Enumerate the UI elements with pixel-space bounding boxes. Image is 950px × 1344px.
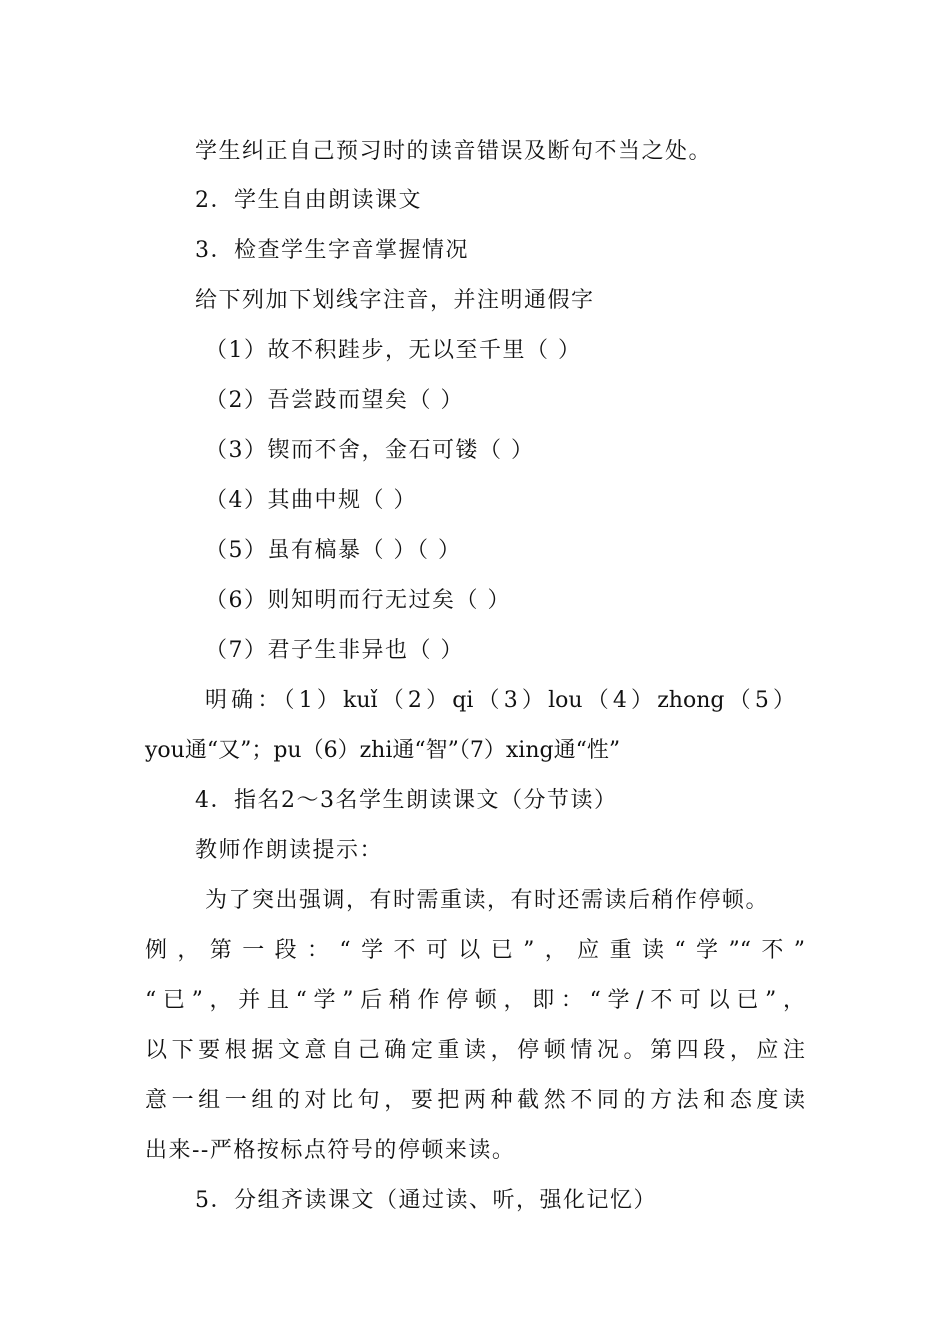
exercise-item-5: （5）虽有槁暴（ ）（ ） [205, 538, 462, 563]
exercise-item-4: （4）其曲中规（ ） [205, 488, 417, 513]
tips-paragraph-line-5: 意一组一组的对比句，要把两种截然不同的方法和态度读 [145, 1088, 805, 1113]
exercise-item-3: （3）锲而不舍，金石可镂（ ） [205, 438, 535, 463]
tips-paragraph-line-4: 以下要根据文意自己确定重读，停顿情况。第四段，应注 [145, 1038, 805, 1063]
exercise-item-6: （6）则知明而行无过矣（ ） [205, 588, 511, 613]
step-3-heading: 3．检查学生字音掌握情况 [195, 238, 469, 263]
paragraph-correction: 学生纠正自己预习时的读音错误及断句不当之处。 [195, 139, 713, 164]
step-2-heading: 2．学生自由朗读课文 [195, 188, 422, 213]
exercise-instruction: 给下列加下划线字注音，并注明通假字 [195, 288, 595, 313]
tips-paragraph-line-1: 为了突出强调，有时需重读，有时还需读后稍作停顿。 [205, 888, 770, 913]
answer-key-line-1: 明确：（1）kuǐ（2）qi（3）lou（4）zhong（5） [205, 688, 795, 713]
exercise-item-1: （1）故不积跬步，无以至千里（ ） [205, 338, 582, 363]
tips-paragraph-line-2: 例，第一段：“学不可以已”，应重读“学”“不” [145, 938, 805, 963]
tips-paragraph-line-3: “已”，并且“学”后稍作停顿，即：“学/不可以已”， [145, 988, 805, 1013]
exercise-item-7: （7）君子生非异也（ ） [205, 638, 464, 663]
step-4-heading: 4．指名2～3名学生朗读课文（分节读） [195, 788, 618, 813]
exercise-item-2: （2）吾尝跂而望矣（ ） [205, 388, 464, 413]
tips-paragraph-line-6: 出来--严格按标点符号的停顿来读。 [145, 1138, 516, 1163]
teacher-tips-heading: 教师作朗读提示： [195, 838, 384, 863]
answer-key-line-2: you通“又”；pu（6）zhi通“智”（7）xing通“性” [145, 738, 621, 763]
step-5-heading: 5．分组齐读课文（通过读、听，强化记忆） [195, 1188, 657, 1213]
